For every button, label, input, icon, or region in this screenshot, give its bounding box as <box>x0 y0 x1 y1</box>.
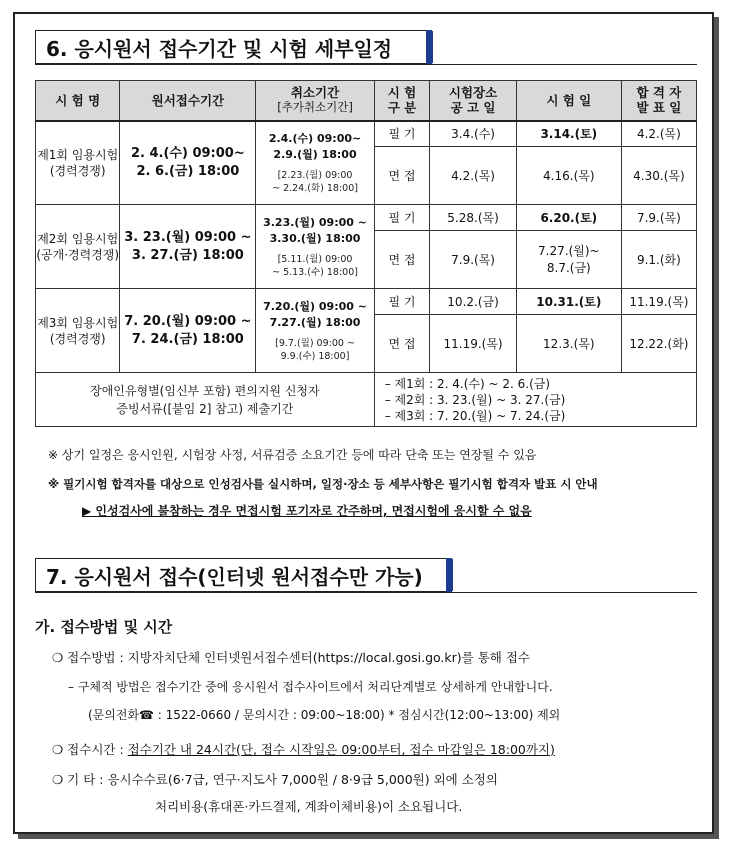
cancel-add-start: [2.23.(월) 09:00 <box>277 169 353 181</box>
method-detail: – 구체적 방법은 접수기간 중에 응시원서 접수사이트에서 처리단계별로 상세하게 안내합니다. <box>68 680 553 694</box>
apply-period-cell <box>120 121 256 205</box>
exam-type-written: 필 기 <box>374 205 430 231</box>
exam-name-line-1: 제1회 임용시험 <box>37 147 119 162</box>
exam-name-line-1: 제2회 임용시험 <box>37 231 119 246</box>
apply-end: 2. 6.(금) 18:00 <box>136 163 240 179</box>
table-row <box>36 121 697 147</box>
cancel-period-cell <box>256 121 374 205</box>
cancel-add-end: ~ 2.24.(화) 18:00] <box>272 182 358 194</box>
result-date: 4.30.(목) <box>621 147 696 205</box>
method-label: ❍ 접수방법 : <box>52 650 128 665</box>
exam-name-line-2: (경력경쟁) <box>49 331 106 346</box>
section-6-title-text: 6. 응시원서 접수기간 및 시험 세부일정 <box>46 36 393 61</box>
apply-end: 3. 27.(금) 18:00 <box>131 247 244 263</box>
table-row <box>36 205 697 231</box>
contact-info: (문의전화☎ : 1522-0660 / 문의시간 : 09:00~18:00) * 점심시간(12:00~13:00) 제외 <box>88 708 561 722</box>
table-row <box>36 289 697 315</box>
header-venue-notice <box>430 81 516 121</box>
disability-label-2: 증빙서류([붙임 2] 참고) 제출기간 <box>116 401 294 416</box>
cancel-end: 3.30.(월) 18:00 <box>269 231 361 245</box>
venue-date: 10.2.(금) <box>430 289 516 315</box>
exam-date: 3.14.(토) <box>516 121 621 147</box>
header-exam-type-2: 구 분 <box>387 100 417 116</box>
header-result-date <box>621 81 696 121</box>
disability-period-cell <box>374 373 696 427</box>
cancel-add-end: 9.9.(수) 18:00] <box>280 350 350 362</box>
apply-end: 7. 24.(금) 18:00 <box>131 331 244 347</box>
exam-name-line-1: 제3회 임용시험 <box>37 315 119 330</box>
apply-start: 7. 20.(월) 09:00 ~ <box>124 313 252 329</box>
result-date: 11.19.(목) <box>621 289 696 315</box>
apply-start: 2. 4.(수) 09:00~ <box>131 145 245 161</box>
section-6-underline <box>35 64 697 65</box>
apply-period-cell <box>120 289 256 373</box>
exam-name-cell <box>36 205 120 289</box>
disability-round-2: – 제2회 : 3. 23.(월) ~ 3. 27.(금) <box>384 392 566 407</box>
cancel-start: 2.4.(수) 09:00~ <box>268 131 362 145</box>
exam-date <box>516 231 621 289</box>
cancel-start: 7.20.(월) 09:00 ~ <box>263 299 367 313</box>
header-exam-date: 시 험 일 <box>516 81 621 121</box>
apply-start: 3. 23.(월) 09:00 ~ <box>124 229 252 245</box>
header-cancel-title: 취소기간 <box>290 85 340 101</box>
exam-type-interview: 면 접 <box>374 231 430 289</box>
time-line <box>52 740 555 758</box>
exam-name-cell <box>36 121 120 205</box>
cancel-add-start: [9.7.(월) 09:00 ~ <box>275 337 355 349</box>
cancel-period-cell <box>256 289 374 373</box>
exam-name-line-2: (공개·경력경쟁) <box>36 247 120 262</box>
header-cancel-period <box>256 81 374 121</box>
exam-schedule-table <box>35 80 697 427</box>
apply-period-cell <box>120 205 256 289</box>
section-7-title-text: 7. 응시원서 접수(인터넷 원서접수만 가능) <box>46 564 423 589</box>
exam-type-written: 필 기 <box>374 289 430 315</box>
subtitle-method: 가. 접수방법 및 시간 <box>35 618 173 636</box>
disability-round-3: – 제3회 : 7. 20.(월) ~ 7. 24.(금) <box>384 408 566 423</box>
header-exam-name: 시 험 명 <box>36 81 120 121</box>
exam-date-start: 7.27.(월)~ <box>538 243 600 258</box>
disability-round-1: – 제1회 : 2. 4.(수) ~ 2. 6.(금) <box>384 376 551 391</box>
venue-date: 3.4.(수) <box>430 121 516 147</box>
time-label: ❍ 접수시간 : <box>52 742 128 757</box>
result-date: 9.1.(화) <box>621 231 696 289</box>
method-text: 지방자치단체 인터넷원서접수센터(https://local.gosi.go.kr)를 통해 접수 <box>127 650 530 665</box>
venue-date: 7.9.(목) <box>430 231 516 289</box>
result-date: 4.2.(목) <box>621 121 696 147</box>
section-7-underline <box>35 592 697 593</box>
cancel-add-end: ~ 5.13.(수) 18:00] <box>272 266 358 278</box>
header-venue-1: 시험장소 <box>448 85 498 101</box>
table-header-row <box>36 81 697 121</box>
header-apply-period: 원서접수기간 <box>120 81 256 121</box>
etc-label: ❍ 기 타 : <box>52 772 108 787</box>
etc-text-2: 처리비용(휴대폰·카드결제, 계좌이체비용)이 소요됩니다. <box>155 799 463 814</box>
exam-date: 10.31.(토) <box>516 289 621 315</box>
cancel-start: 3.23.(월) 09:00 ~ <box>263 215 367 229</box>
note-personality-test: ※ 필기시험 합격자를 대상으로 인성검사를 실시하며, 일정·장소 등 세부사항은 필기시험 합격자 발표 시 안내 <box>48 477 598 491</box>
etc-text-1: 응시수수료(6·7급, 연구·지도사 7,000원 / 8·9급 5,000원) 외에 소정의 <box>107 772 498 787</box>
disability-label-1: 장애인유형별(임신부 포함) 편의지원 신청자 <box>90 383 320 398</box>
section-6-title <box>35 30 426 64</box>
exam-name-line-2: (경력경쟁) <box>49 163 106 178</box>
disability-label-cell <box>36 373 375 427</box>
exam-date-end: 8.7.(금) <box>546 260 591 275</box>
exam-type-interview: 면 접 <box>374 147 430 205</box>
header-result-2: 발 표 일 <box>636 100 682 116</box>
exam-date: 12.3.(목) <box>516 315 621 373</box>
result-date: 12.22.(화) <box>621 315 696 373</box>
exam-name-cell <box>36 289 120 373</box>
header-exam-type <box>374 81 430 121</box>
cancel-period-cell <box>256 205 374 289</box>
venue-date: 11.19.(목) <box>430 315 516 373</box>
venue-date: 5.28.(목) <box>430 205 516 231</box>
section-7-title <box>35 558 446 592</box>
header-exam-type-1: 시 험 <box>387 85 417 101</box>
cancel-end: 7.27.(월) 18:00 <box>269 315 361 329</box>
exam-type-written: 필 기 <box>374 121 430 147</box>
etc-line <box>52 770 498 788</box>
exam-type-interview: 면 접 <box>374 315 430 373</box>
header-result-1: 합 격 자 <box>636 85 682 101</box>
header-venue-2: 공 고 일 <box>450 100 496 116</box>
result-date: 7.9.(목) <box>621 205 696 231</box>
exam-date: 6.20.(토) <box>516 205 621 231</box>
method-line <box>52 648 530 666</box>
venue-date: 4.2.(목) <box>430 147 516 205</box>
disability-support-row <box>36 373 697 427</box>
cancel-add-start: [5.11.(월) 09:00 <box>277 253 353 265</box>
note-schedule-change: ※ 상기 일정은 응시인원, 시험장 사정, 서류검증 소요기간 등에 따라 단축 또는 연장될 수 있음 <box>48 448 537 462</box>
time-text: 접수기간 내 24시간(단, 접수 시작일은 09:00부터, 접수 마감일은 18:00까지) <box>127 742 555 757</box>
exam-date: 4.16.(목) <box>516 147 621 205</box>
header-cancel-sub: [추가취소기간] <box>277 100 353 115</box>
note-absence-warning: ▶ 인성검사에 불참하는 경우 면접시험 포기자로 간주하며, 면접시험에 응시할 수 없음 <box>82 504 532 518</box>
cancel-end: 2.9.(월) 18:00 <box>273 147 357 161</box>
